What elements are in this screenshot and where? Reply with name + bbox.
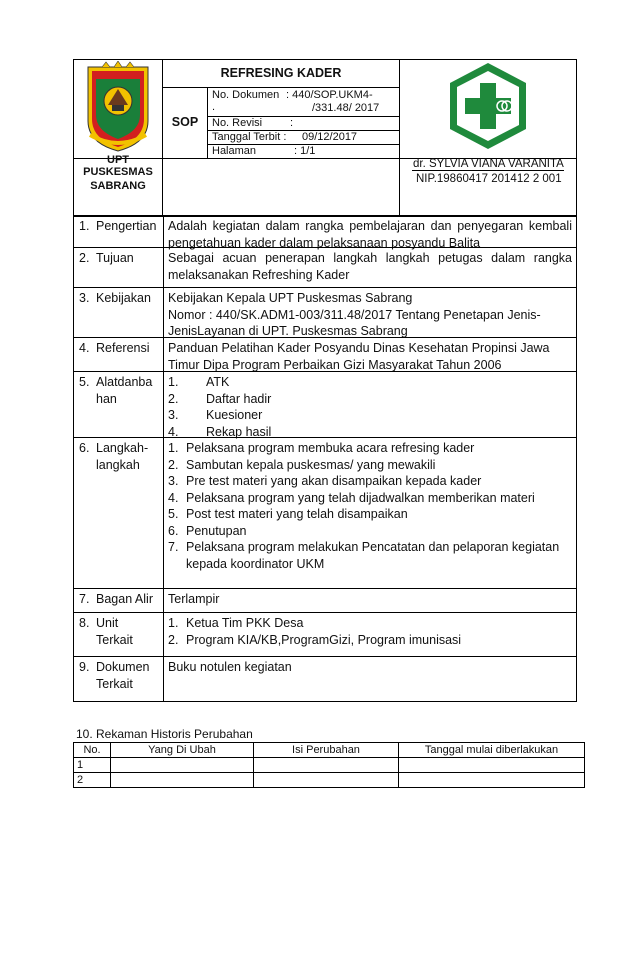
section-label bbox=[96, 250, 162, 267]
list-item-number: 4. bbox=[168, 424, 179, 439]
org-line: PUSKESMAS bbox=[83, 166, 153, 178]
section-label bbox=[96, 659, 162, 692]
history-cell bbox=[254, 758, 399, 773]
page-label: Halaman bbox=[212, 145, 257, 157]
section-number: 4. bbox=[79, 341, 90, 355]
list-item-text: Pelaksana program melakukan Pencatatan dan pelaporan kegiatan bbox=[186, 540, 560, 554]
list-item bbox=[168, 391, 572, 408]
list-item-text: Ketua Tim PKK Desa bbox=[186, 616, 304, 630]
list-item bbox=[168, 407, 572, 424]
list-item-number bbox=[168, 556, 186, 573]
history-header-row bbox=[74, 743, 585, 758]
section-label-line: Langkah- bbox=[96, 441, 149, 455]
list-item-text: Kuesioner bbox=[206, 408, 263, 422]
section-label-line: Pengertian bbox=[96, 219, 157, 233]
section-label bbox=[96, 591, 162, 608]
history-cell bbox=[254, 773, 399, 788]
section-body-line: Nomor : 440/SK.ADM1-003/311.48/2017 Tentang Penetapan Jenis- bbox=[168, 307, 541, 322]
list-item-number: 5. bbox=[168, 507, 179, 521]
section-body bbox=[168, 659, 572, 676]
divider bbox=[162, 59, 163, 217]
revision-value: : bbox=[290, 117, 294, 129]
list-item-text: Post test materi yang telah disampaikan bbox=[186, 507, 408, 521]
list-item-number: 6. bbox=[168, 523, 179, 538]
section-body bbox=[168, 615, 572, 648]
org-name bbox=[73, 155, 163, 193]
section-label-line: Kebijakan bbox=[96, 291, 151, 305]
section-body bbox=[168, 290, 572, 340]
org-line: UPT bbox=[107, 154, 129, 166]
divider bbox=[207, 87, 208, 159]
list-item-text: Sambutan kepala puskesmas/ yang mewakili bbox=[186, 457, 436, 472]
divider bbox=[163, 215, 164, 248]
list-item-text: Program KIA/KB,ProgramGizi, Program imunisasi bbox=[186, 632, 462, 647]
list-item bbox=[168, 457, 572, 474]
list-item-text: Rekap hasil bbox=[206, 424, 272, 439]
issue-date-value: 09/12/2017 bbox=[302, 131, 358, 143]
list-item-number: 2. bbox=[168, 457, 179, 472]
section-number: 2. bbox=[79, 251, 90, 265]
section-body-line: Sebagai acuan penerapan langkah langkah petugas dalam rangka bbox=[168, 251, 572, 265]
list-item bbox=[168, 632, 572, 649]
section-number: 5. bbox=[79, 375, 90, 389]
history-cell: 1 bbox=[74, 758, 111, 773]
history-table bbox=[73, 742, 585, 788]
section-label-line: Terkait bbox=[96, 632, 133, 647]
history-col-date: Tanggal mulai diberlakukan bbox=[399, 743, 585, 758]
list-item bbox=[168, 539, 572, 556]
history-cell bbox=[111, 758, 254, 773]
section-body bbox=[168, 250, 572, 283]
section-number: 8. bbox=[79, 616, 90, 630]
list-item bbox=[168, 556, 572, 573]
section-body-line: JenisLayanan di UPT. Puskesmas Sabrang bbox=[168, 324, 408, 338]
list-item-text: kepada koordinator UKM bbox=[186, 556, 325, 571]
section-label-line: han bbox=[96, 391, 117, 406]
section-label bbox=[96, 615, 162, 648]
section-label-line: Dokumen bbox=[96, 660, 150, 674]
section-row bbox=[73, 612, 577, 657]
section-label-line: Referensi bbox=[96, 341, 150, 355]
list-item-text: ATK bbox=[206, 375, 230, 389]
section-number: 7. bbox=[79, 592, 90, 606]
health-logo-icon bbox=[446, 61, 530, 151]
section-row bbox=[73, 371, 577, 438]
issue-date-label: Tanggal Terbit : bbox=[212, 131, 287, 143]
list-item-number: 1. bbox=[168, 375, 179, 389]
history-cell bbox=[399, 773, 585, 788]
section-label-line: Tujuan bbox=[96, 251, 134, 265]
table-row bbox=[74, 758, 585, 773]
list-item-number: 2. bbox=[168, 391, 179, 406]
section-label bbox=[96, 340, 162, 357]
list-item bbox=[168, 473, 572, 490]
section-row bbox=[73, 437, 577, 589]
doc-number-value-2: /331.48/ 2017 bbox=[312, 102, 380, 114]
doc-number-value: : 440/SOP.UKM4- bbox=[286, 89, 373, 101]
section-body bbox=[168, 591, 572, 608]
section-row bbox=[73, 337, 577, 372]
list-item-text: Pelaksana program membuka acara refresing kader bbox=[186, 441, 475, 455]
divider bbox=[163, 337, 164, 372]
signer-nip: NIP.19860417 201412 2 001 bbox=[416, 173, 562, 185]
doc-number-dot: . bbox=[212, 101, 216, 113]
table-row bbox=[74, 773, 585, 788]
sop-sections-table bbox=[73, 215, 577, 701]
section-number: 6. bbox=[79, 441, 90, 455]
section-label-line: Alatdanba bbox=[96, 375, 153, 389]
list-item-text: Pelaksana program yang telah dijadwalkan memberikan materi bbox=[186, 490, 535, 505]
divider bbox=[163, 247, 164, 288]
list-item bbox=[168, 506, 572, 523]
list-item bbox=[168, 374, 572, 391]
section-row bbox=[73, 656, 577, 702]
divider bbox=[163, 371, 164, 438]
section-row bbox=[73, 588, 577, 613]
section-body-line: Buku notulen kegiatan bbox=[168, 660, 292, 674]
section-label-line: Bagan Alir bbox=[96, 592, 153, 606]
section-number: 3. bbox=[79, 291, 90, 305]
org-line: SABRANG bbox=[90, 180, 146, 192]
divider bbox=[163, 656, 164, 702]
list-item-number: 7. bbox=[168, 540, 179, 554]
history-col-no: No. bbox=[74, 743, 111, 758]
section-label-line: langkah bbox=[96, 457, 140, 472]
section-body bbox=[168, 440, 572, 572]
section-number: 9. bbox=[79, 660, 90, 674]
history-cell bbox=[399, 758, 585, 773]
list-item-number: 3. bbox=[168, 474, 179, 488]
divider bbox=[163, 588, 164, 613]
section-body-line: Timur Dipa Program Perbaikan Gizi Masyarakat Tahun 2006 bbox=[168, 357, 502, 372]
revision-label: No. Revisi bbox=[212, 117, 263, 129]
doc-number-label: No. Dokumen bbox=[212, 89, 280, 101]
list-item-text: Penutupan bbox=[186, 523, 247, 538]
section-body-line: Kebijakan Kepala UPT Puskesmas Sabrang bbox=[168, 291, 413, 305]
section-body bbox=[168, 374, 572, 440]
list-item-text: Pre test materi yang akan disampaikan kepada kader bbox=[186, 474, 482, 488]
section-label-line: Unit bbox=[96, 616, 119, 630]
section-body-line: pengetahuan kader dalam pelaksanaan posyandu Balita bbox=[168, 235, 481, 250]
page-value: : 1/1 bbox=[294, 145, 316, 157]
section-row bbox=[73, 247, 577, 288]
document-title: REFRESING KADER bbox=[220, 66, 342, 80]
divider bbox=[163, 437, 164, 589]
divider bbox=[163, 612, 164, 657]
section-label bbox=[96, 374, 162, 407]
history-cell bbox=[111, 773, 254, 788]
history-title: 10. Rekaman Historis Perubahan bbox=[76, 727, 253, 741]
section-label bbox=[96, 218, 162, 235]
section-label bbox=[96, 440, 162, 473]
section-number: 1. bbox=[79, 219, 90, 233]
section-label-line: Terkait bbox=[96, 676, 133, 691]
divider bbox=[163, 287, 164, 338]
section-body bbox=[168, 340, 572, 373]
list-item-text: Daftar hadir bbox=[206, 391, 272, 406]
section-row bbox=[73, 287, 577, 338]
section-label bbox=[96, 290, 162, 307]
sop-label: SOP bbox=[171, 115, 199, 129]
section-row bbox=[73, 215, 577, 248]
list-item-number: 1. bbox=[168, 616, 179, 630]
list-item-number: 4. bbox=[168, 490, 179, 505]
divider bbox=[399, 59, 400, 217]
section-body-line: melaksanakan Refreshing Kader bbox=[168, 267, 350, 282]
section-body-line: Adalah kegiatan dalam rangka pembelajaran dan penyegaran kembali bbox=[168, 219, 572, 233]
list-item-number: 1. bbox=[168, 441, 179, 455]
list-item bbox=[168, 523, 572, 540]
history-col-changed: Yang Di Ubah bbox=[111, 743, 254, 758]
section-body-line: Terlampir bbox=[168, 592, 220, 606]
list-item-number: 3. bbox=[168, 408, 179, 422]
signer-name: dr. SYLVIA VIANA VARANITA bbox=[413, 158, 564, 170]
section-body-line: Panduan Pelatihan Kader Posyandu Dinas Kesehatan Propinsi Jawa bbox=[168, 341, 550, 355]
divider bbox=[162, 87, 400, 88]
history-cell: 2 bbox=[74, 773, 111, 788]
list-item bbox=[168, 440, 572, 457]
list-item-number: 2. bbox=[168, 632, 179, 647]
list-item bbox=[168, 615, 572, 632]
regency-emblem-icon bbox=[82, 61, 154, 153]
history-col-content: Isi Perubahan bbox=[254, 743, 399, 758]
list-item bbox=[168, 490, 572, 507]
